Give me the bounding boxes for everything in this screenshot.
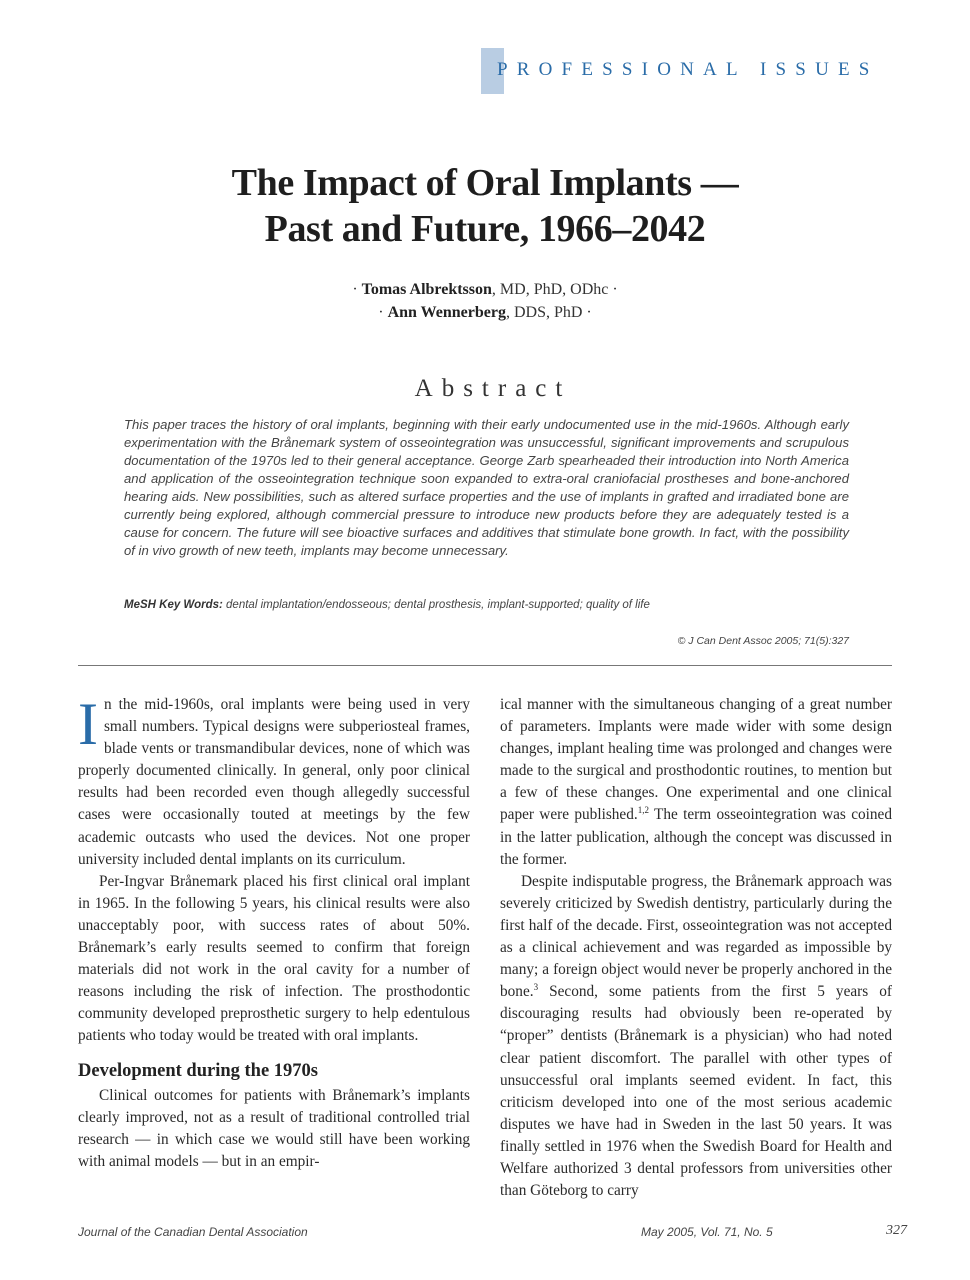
body-paragraph-5: [500, 871, 892, 1202]
body-paragraph-2: Per-Ingvar Brånemark placed his first clinical oral implant in 1965. In the following 5 years, his clinical results were also unacceptably poor, with success rates of about 50%. Brånemark’s early results seemed to confirm that foreign materials did not work in the oral cavity for a number of reasons including the risk of infection. The prosthodontic community developed preprosthetic surgery to help edentulous patients who today would be treated with oral implants.: [78, 872, 470, 1045]
abstract-heading: Abstract: [414, 375, 572, 402]
paragraph-5-text-b: Second, some patients from the first 5 years of discouraging results had obviously been re-operated by “proper” dentists (Brånemark is a physician) who had noted clear patient discomfort. The parallel with other types of unsuccessful oral implants seemed evident. In fact, this criticism developed into one of the most serious academic disputes we have had in Sweden in the last 50 years. It was finally settled in 1976 when the Swedish Board for Health and Welfare authorized 3 dental professors from universities other than Göteborg to carry: [500, 983, 892, 1200]
reference-superscript: 1,2: [637, 805, 649, 816]
paragraph-4-text-b: The term osseointegration was coined in the latter publication, although the concept was discussed in the former.: [500, 806, 892, 868]
section-label: PROFESSIONAL ISSUES: [497, 59, 879, 80]
paragraph-4-text-a: ical manner with the simultaneous changing of a great number of parameters. Implants were made wider with some design changes, implant healing time was prolonged and changes were made to the surgical and prosthodontic routines, to mention but a few of these changes. One experimental and one clinical paper were published.: [500, 696, 892, 824]
title-line-2: Past and Future, 1966–2042: [264, 208, 706, 250]
divider-rule: [78, 665, 892, 666]
body-column-right: [500, 694, 892, 1202]
citation: © J Can Dent Assoc 2005; 71(5):327: [677, 635, 849, 647]
author-list: [0, 278, 970, 324]
keywords-text: dental implantation/endosseous; dental prosthesis, implant-supported; quality of life: [222, 599, 650, 611]
footer-issue: May 2005, Vol. 71, No. 5: [641, 1225, 773, 1239]
author-2-name: Ann Wennerberg: [387, 304, 506, 321]
keywords-label: MeSH Key Words:: [124, 599, 223, 611]
body-paragraph-3: Clinical outcomes for patients with Brånemark’s implants clearly improved, not as a result of traditional controlled trial research — in which case we would still have been working with animal models — but in an empir-: [78, 1086, 470, 1170]
author-1-credentials: , MD, PhD, ODhc: [491, 281, 609, 298]
paragraph-5-text-a: Despite indisputable progress, the Brånemark approach was severely criticized by Swedish dentistry, particularly during the first half of the decade. First, osseointegration was not accepted as a clinical achievement and was regarded as impossible by many; a foreign object would never be properly anchored in the bone.: [500, 872, 892, 1001]
section-heading: Development during the 1970s: [78, 1060, 318, 1081]
title-line-1: The Impact of Oral Implants —: [231, 162, 739, 204]
keywords: [124, 599, 849, 611]
author-1-name: Tomas Albrektsson: [361, 281, 492, 298]
paragraph-1-text: n the mid-1960s, oral implants were being used in very small numbers. Typical designs were subperiosteal frames, blade vents or transmandibular devices, none of which was properly documented clinically. In general, only poor clinical results had been recorded even though allegedly successful cases were occasionally touted at meetings by the few academic outcasts who used the devices. Not one proper university included dental implants on its curriculum.: [78, 696, 470, 868]
footer-journal: Journal of the Canadian Dental Association: [78, 1225, 308, 1239]
reference-superscript: 3: [533, 982, 539, 993]
body-paragraph-1: [78, 691, 470, 871]
abstract-text: This paper traces the history of oral implants, beginning with their early undocumented use in the mid-1960s. Although early experimentation with the Brånemark system of osseointegration was unsuccessful, significant improvements and scrupulous documentation of the 1970s led to their general acceptance. George Zarb spearheaded their introduction into North America and application of the osseointegration technique soon expanded to extra-oral craniofacial prostheses and bone-anchored hearing aids. New possibilities, such as altered surface properties and the use of implants in grafted and irradiated bone are currently being explored, although commercial pressure to introduce new products before they are adequately tested is a cause for concern. The future will see bioactive surfaces and additives that stimulate bone growth. In fact, with the possibility of in vivo growth of new teeth, implants may become unnecessary.: [124, 417, 849, 558]
body-column-left: [78, 691, 470, 1173]
body-paragraph-4: [500, 694, 892, 871]
page-number: 327: [886, 1223, 907, 1238]
drop-cap: I: [78, 691, 98, 757]
article-title: [0, 160, 970, 252]
author-2: · Ann Wennerberg, DDS, PhD ·: [378, 304, 592, 321]
author-1: · Tomas Albrektsson, MD, PhD, ODhc ·: [352, 281, 618, 298]
author-2-credentials: , DDS, PhD: [505, 304, 583, 321]
